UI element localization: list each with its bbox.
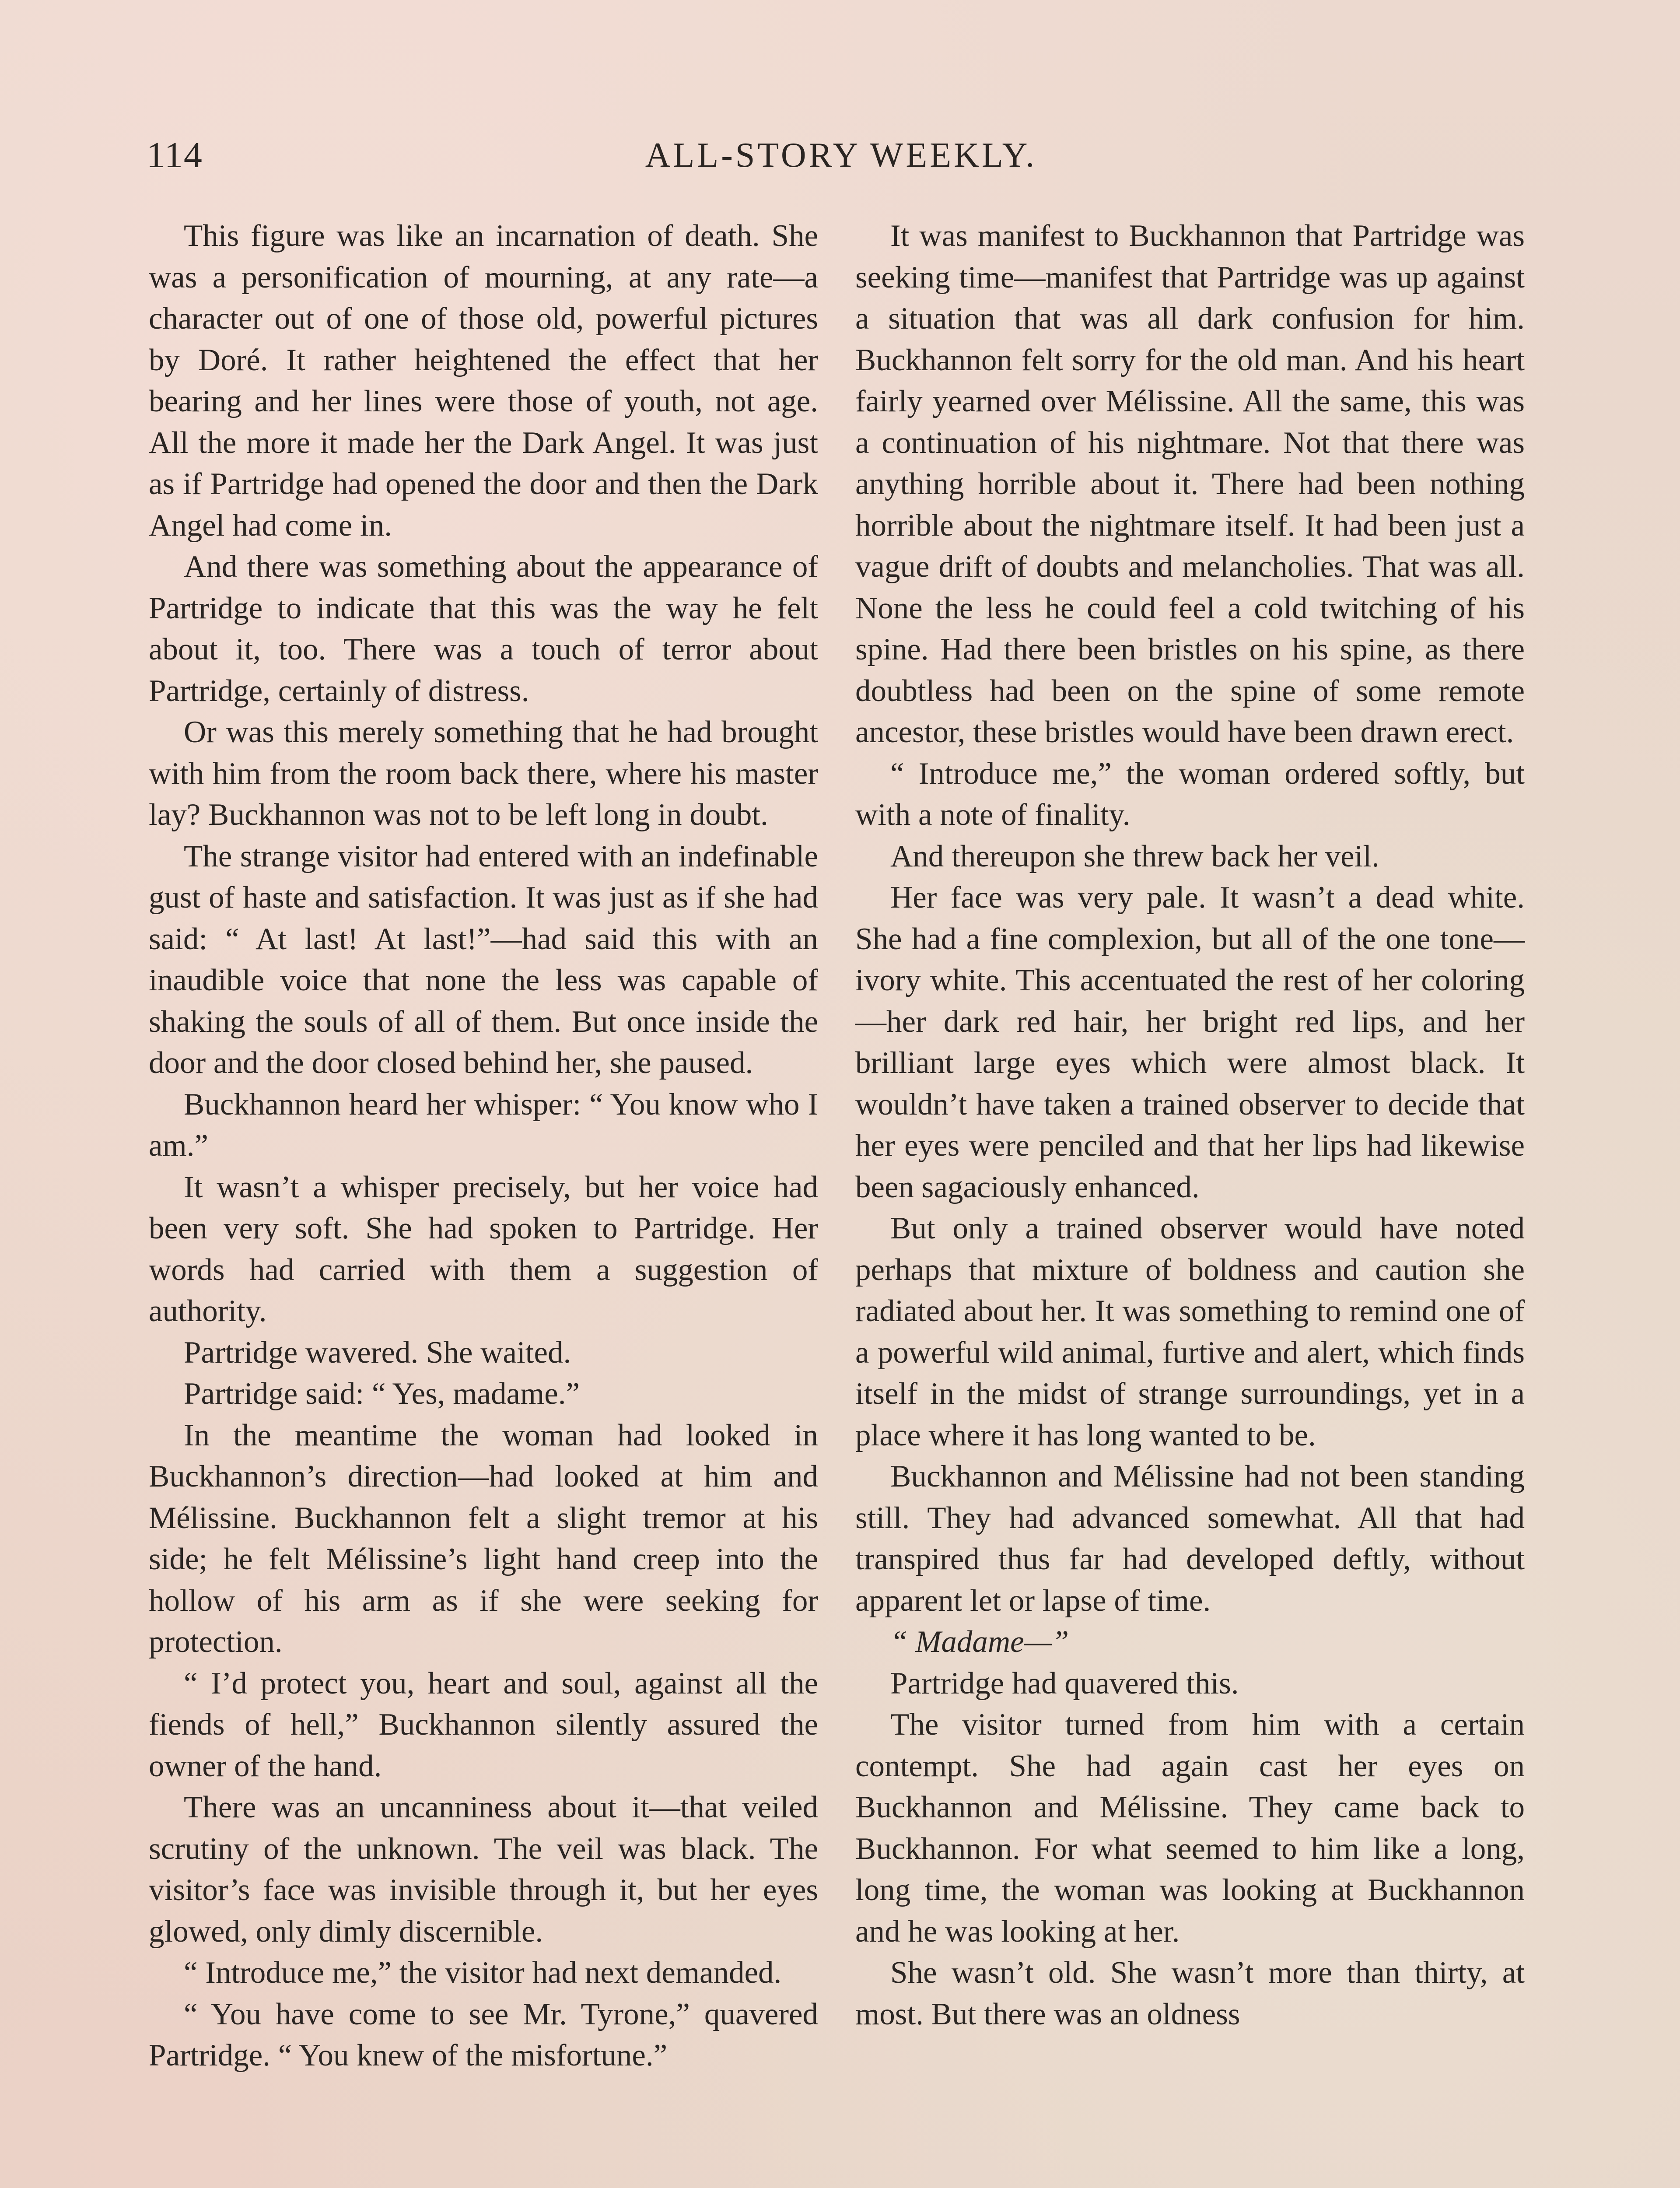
left-column — [149, 215, 818, 2076]
paragraph: In the meantime the woman had looked in Buckhannon’s direction—had looked at him and Mélissine. Buckhannon felt a slight tremor at his side; he felt Mélissine’s light hand creep into the hollow of his arm as if she were seeking for protection. — [149, 1418, 818, 1659]
paragraph: Partridge had quavered this. — [890, 1666, 1239, 1701]
paragraph: It was manifest to Buckhannon that Partridge was seeking time—manifest that Partridge was up against a situation that was all dark confusion for him. Buckhannon felt sorry for the old man. And his heart fairly yearned over Mélissine. All the same, this was a continuation of his nightmare. Not that there was anything horrible about it. There had been nothing horrible about the nightmare itself. It had been just a vague drift of doubts and melancholies. That was all. None the less he could feel a cold twitching of his spine. Had there been bristles on his spine, as there doubtless had been on the spine of some remote ancestor, these bristles would have been drawn erect. — [855, 219, 1525, 749]
paragraph: Buckhannon and Mélissine had not been standing still. They had advanced somewhat. All that had transpired thus far had developed deftly, without apparent let or lapse of time. — [855, 1459, 1525, 1618]
paragraph: The strange visitor had entered with an indefinable gust of haste and satisfaction. It was just as if she had said: “ At last! At last!”—had said this with an inaudible voice that none the less was capable of shaking the souls of all of them. But once inside the door and the door closed behind her, she paused. — [149, 839, 818, 1080]
paragraph: There was an uncanniness about it—that veiled scrutiny of the unknown. The veil was black. The visitor’s face was invisible through it, but her eyes glowed, only dimly discernible. — [149, 1790, 818, 1949]
paragraph: It wasn’t a whisper precisely, but her voice had been very soft. She had spoken to Partridge. Her words had carried with them a suggestion of authority. — [149, 1170, 818, 1328]
paragraph: Partridge said: “ Yes, madame.” — [184, 1377, 580, 1411]
right-column — [855, 215, 1525, 2035]
paragraph: “ Introduce me,” the visitor had next demanded. — [184, 1956, 782, 1990]
paragraph: Or was this merely something that he had brought with him from the room back there, where his master lay? Buckhannon was not to be left long in doubt. — [149, 715, 818, 832]
paragraph: She wasn’t old. She wasn’t more than thirty, at most. But there was an oldness — [855, 1956, 1525, 2031]
paragraph: “ Madame—” — [890, 1625, 1069, 1659]
paragraph: Buckhannon heard her whisper: “ You know who I am.” — [149, 1087, 818, 1163]
paragraph: Her face was very pale. It wasn’t a dead white. She had a fine complexion, but all of the one tone—ivory white. This accentuated the rest of her coloring—her dark red hair, her bright red lips, and her brilliant large eyes which were almost black. It wouldn’t have taken a trained observer to decide that her eyes were penciled and that her lips had likewise been sagaciously enhanced. — [855, 880, 1525, 1204]
paragraph: “ I’d protect you, heart and soul, against all the fiends of hell,” Buckhannon silently assured the owner of the hand. — [149, 1666, 818, 1783]
paragraph: This figure was like an incarnation of death. She was a personification of mourning, at any rate—a character out of one of those old, powerful pictures by Doré. It rather heightened the effect that her bearing and her lines were those of youth, not age. All the more it made her the Dark Angel. It was just as if Partridge had opened the door and then the Dark Angel had come in. — [149, 219, 818, 543]
paragraph: Partridge wavered. She waited. — [184, 1335, 571, 1370]
running-title: ALL-STORY WEEKLY. — [645, 136, 1037, 175]
paragraph: But only a trained observer would have noted perhaps that mixture of boldness and caution she radiated about her. It was something to remind one of a powerful wild animal, furtive and alert, which finds itself in the midst of strange surroundings, yet in a place where it has long wanted to be. — [855, 1211, 1525, 1452]
paragraph: “ You have come to see Mr. Tyrone,” quavered Partridge. “ You knew of the misfortune.” — [149, 1997, 818, 2072]
page-header — [147, 131, 1536, 179]
page-number: 114 — [147, 135, 203, 175]
paragraph: And there was something about the appearance of Partridge to indicate that this was the way he felt about it, too. There was a touch of terror about Partridge, certainly of distress. — [149, 550, 818, 708]
paragraph: The visitor turned from him with a certain contempt. She had again cast her eyes on Buckhannon and Mélissine. They came back to Buckhannon. For what seemed to him like a long, long time, the woman was looking at Buckhannon and he was looking at her. — [855, 1708, 1525, 1949]
paragraph: And thereupon she threw back her veil. — [890, 839, 1379, 873]
paragraph: “ Introduce me,” the woman ordered softly, but with a note of finality. — [855, 756, 1525, 832]
